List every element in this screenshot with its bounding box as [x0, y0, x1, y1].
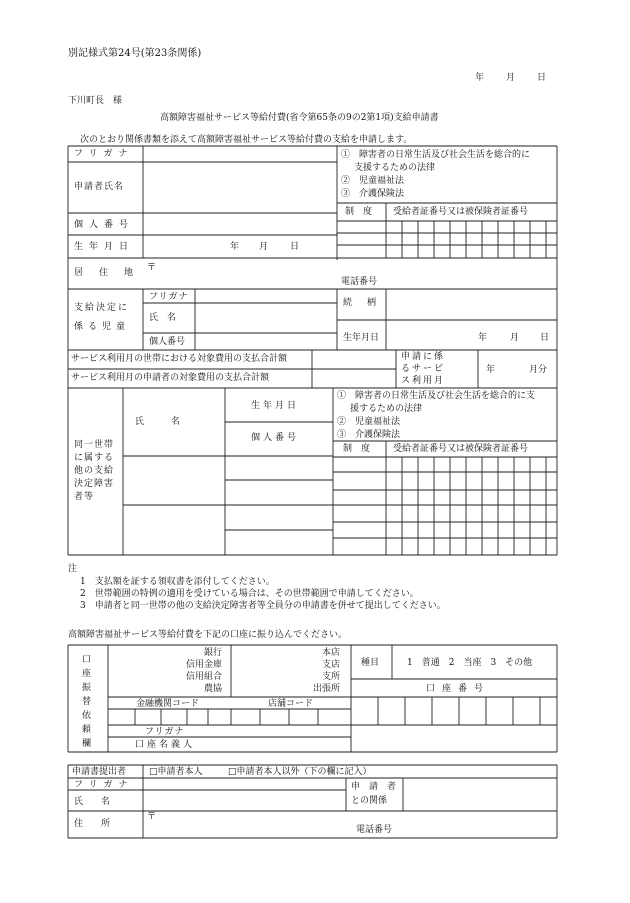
birth-day-label: 日 [290, 242, 300, 252]
form-number: 別記様式第24号(第23条関係) [68, 48, 202, 59]
branch-branch: 支店 [322, 660, 341, 670]
submitter-label: 申請書提出者 [72, 767, 127, 777]
intro-text: 次のとおり関係書類を添えて高額障害福祉サービス等給付費の支給を申請します。 [80, 135, 413, 145]
child-personal-number-label: 個人番号 [149, 337, 186, 347]
notes-heading: 注 [68, 564, 78, 574]
usage-month: 月分 [529, 365, 548, 375]
household-law-2: ② 児童福祉法 [337, 417, 401, 427]
household-label-4: 決定障害 [74, 479, 115, 489]
law-item-2: ② 児童福祉法 [341, 176, 405, 186]
applicant-furigana-label: フリガナ [74, 149, 134, 159]
household-label-3: 他の支給 [74, 466, 115, 476]
law-item-3: ③ 介護保険法 [341, 189, 405, 199]
account-number-label: 口座番号 [426, 684, 491, 694]
child-label-1: 支給決定に [74, 303, 130, 313]
household-total-label: サービス利用月の世帯における対象費用の支払合計額 [71, 354, 288, 364]
child-birth-year: 年 [478, 333, 488, 343]
institution-code-label: 金融機関コード [136, 699, 200, 709]
bank-intro: 高額障害福祉サービス等給付費を下記の口座に振り込んでください。 [68, 630, 348, 640]
note-3: 3 申請者と同一世帯の他の支給決定障害者等全員分の申請書を併せて提出してください。 [80, 601, 446, 611]
date-month-label: 月 [506, 73, 516, 83]
law-item-1: ① 障害者の日常生活及び社会生活を総合的に [341, 150, 531, 160]
note-1: 1 支払額を証する領収書を添付してください。 [80, 577, 275, 587]
note-2: 2 世帯範囲の特例の適用を受けている場合は、その世帯範囲で申請してください。 [80, 589, 419, 599]
bank-side-char-4: 替 [82, 697, 92, 707]
branch-head: 本店 [322, 648, 341, 658]
usage-month-label-3: ス利用月 [401, 376, 446, 386]
branch-office: 出張所 [313, 684, 341, 694]
bank-side-char-3: 振 [82, 683, 92, 693]
bank-side-char-6: 頼 [82, 725, 92, 735]
submitter-furigana-label: フリガナ [74, 780, 134, 790]
applicant-name-label: 申請者氏名 [74, 182, 125, 192]
account-holder-label: 口座名義人 [135, 740, 196, 750]
household-law-1: ① 障害者の日常生活及び社会生活を総合的に支 [337, 391, 536, 401]
household-system-label: 制 度 [343, 444, 371, 454]
personal-number-label: 個人番号 [74, 220, 135, 230]
child-birth-month: 月 [510, 333, 520, 343]
submitter-option-other[interactable]: □申請者本人以外（下の欄に記入） [228, 767, 372, 777]
birth-date-label: 生年月日 [74, 242, 135, 252]
account-type-label: 種目 [361, 658, 380, 668]
bank-side-char-1: 口 [82, 655, 92, 665]
cert-number-label: 受給者証番号又は被保険者証番号 [393, 207, 529, 217]
submitter-address-label: 住 所 [74, 819, 111, 829]
household-law-1b: 援するための法律 [350, 404, 423, 414]
submitter-postal-mark: 〒 [147, 812, 157, 822]
law-item-1b: 支援するための法律 [354, 163, 436, 173]
child-furigana-label: フリガナ [149, 292, 189, 302]
bank-side-char-5: 依 [82, 711, 92, 721]
branch-sub: 支所 [322, 672, 341, 682]
holder-furigana-label: フリガナ [145, 727, 185, 737]
postal-mark: 〒 [147, 263, 157, 273]
date-day-label: 日 [537, 73, 547, 83]
household-label-2: に属する [74, 453, 115, 463]
household-label-1: 同一世帯 [74, 440, 115, 450]
relation-label-1: 申 請 者 [351, 782, 397, 792]
addressee: 下川町長 様 [68, 96, 123, 106]
institution-nokyo: 農協 [204, 684, 223, 694]
birth-year-label: 年 [230, 242, 240, 252]
household-personal-number-label: 個人番号 [251, 433, 300, 443]
account-type-options: 1 普通 2 当座 3 その他 [407, 658, 533, 668]
submitter-name-label: 氏 名 [74, 797, 111, 807]
institution-shinkin: 信用金庫 [186, 660, 223, 670]
usage-year: 年 [486, 365, 496, 375]
phone-label: 電話番号 [341, 277, 378, 287]
address-label: 居住地 [74, 268, 150, 278]
child-name-label: 氏 名 [149, 313, 177, 323]
submitter-phone-label: 電話番号 [356, 825, 393, 835]
child-label-2: 係る児童 [74, 322, 131, 332]
institution-kumiai: 信用組合 [186, 672, 223, 682]
bank-side-char-7: 欄 [82, 739, 92, 749]
applicant-total-label: サービス利用月の申請者の対象費用の支払合計額 [71, 373, 270, 383]
relationship-label: 続 柄 [343, 298, 380, 308]
household-cert-number-label: 受給者証番号又は被保険者証番号 [393, 444, 529, 454]
submitter-option-self[interactable]: □申請者本人 [149, 767, 203, 777]
child-birth-day: 日 [540, 333, 550, 343]
branch-code-label: 店舗コード [268, 699, 314, 709]
relation-label-2: との関係 [351, 796, 388, 806]
household-law-3: ③ 介護保険法 [337, 430, 401, 440]
child-birth-date-label: 生年月日 [343, 333, 380, 343]
household-name-label: 氏 名 [135, 417, 181, 427]
bank-side-char-2: 座 [82, 669, 92, 679]
institution-bank: 銀行 [204, 648, 223, 658]
date-year-label: 年 [475, 73, 485, 83]
usage-month-label-2: るサービ [401, 364, 446, 374]
household-birth-date-label: 生年月日 [251, 401, 300, 411]
birth-month-label: 月 [259, 242, 269, 252]
form-title: 高額障害福祉サービス等給付費(省令第65条の9の2第1項)支給申請書 [160, 113, 439, 123]
system-label: 制 度 [345, 207, 373, 217]
usage-month-label-1: 申請に係 [401, 352, 446, 362]
household-label-5: 者等 [74, 492, 95, 502]
